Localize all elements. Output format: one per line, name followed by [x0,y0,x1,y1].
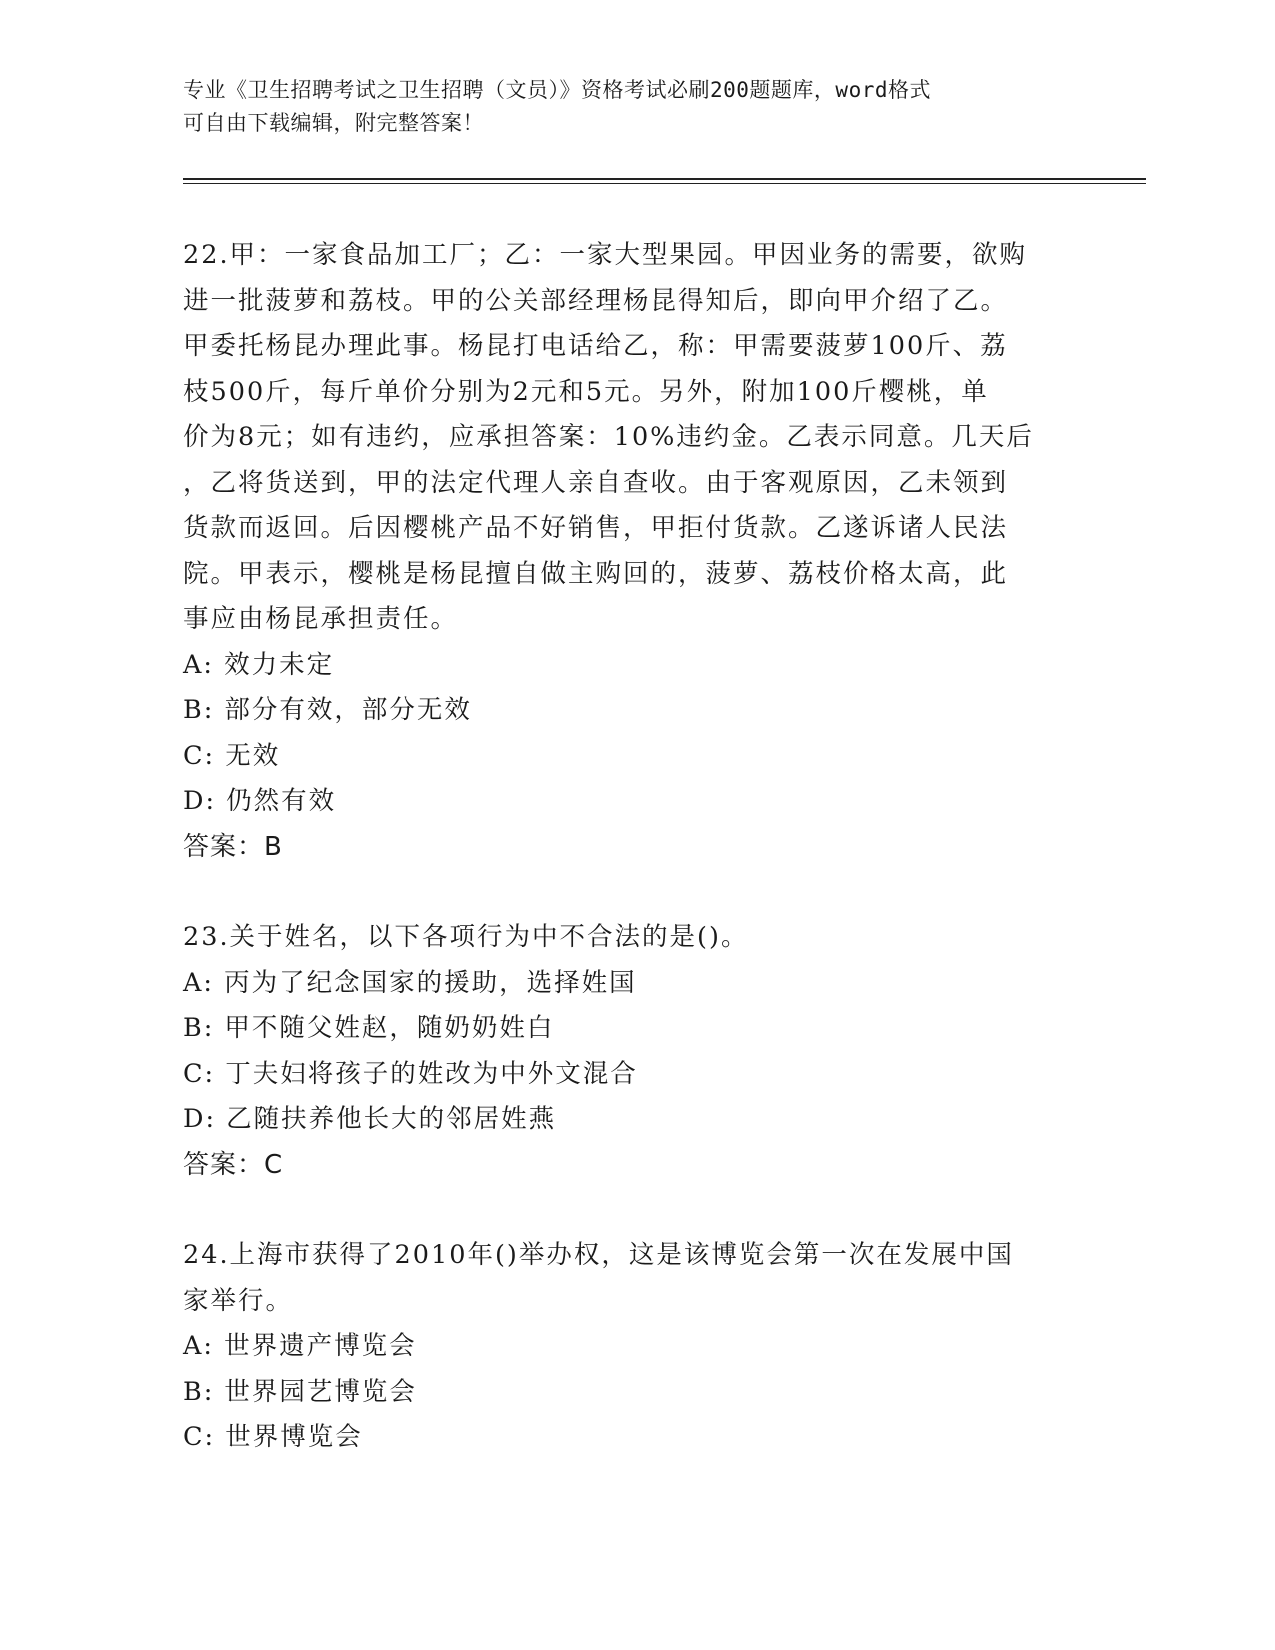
option-b: B: 部分有效，部分无效 [183,695,472,725]
header-line: 可自由下载编辑，附完整答案！ [183,111,484,135]
question-text-line: 家举行。 [183,1285,294,1316]
question-text-line: 院。甲表示，樱桃是杨昆擅自做主购回的，菠萝、荔枝价格太高，此 [183,558,1009,589]
question-text-line: ，乙将货送到，甲的法定代理人亲自查收。由于客观原因，乙未领到 [183,467,1009,498]
option-b: B: 甲不随父姓赵，随奶奶姓白 [183,1013,555,1043]
option-b: B: 世界园艺博览会 [183,1376,417,1407]
option-a: A: 丙为了纪念国家的援助，选择姓国 [183,967,637,998]
answer-line: 答案：C [183,1149,284,1180]
header-divider-thin [183,183,1146,184]
option-c: C: 无效 [183,740,281,771]
question-text-line: 22.甲：一家食品加工厂；乙：一家大型果园。甲因业务的需要，欲购 [183,240,1028,270]
option-d: D: 仍然有效 [183,786,337,816]
answer-line: 答案：B [183,831,283,862]
header-divider [183,178,1146,180]
question-text-line: 事应由杨昆承担责任。 [183,604,459,634]
option-c: C: 世界博览会 [183,1422,363,1452]
question-text-line: 23.关于姓名，以下各项行为中不合法的是()。 [183,922,749,952]
option-d: D: 乙随扶养他长大的邻居姓燕 [183,1104,557,1134]
option-a: A: 世界遗产博览会 [183,1331,417,1361]
question-24 [183,1233,1083,1461]
question-23 [183,915,1083,1188]
option-c: C: 丁夫妇将孩子的姓改为中外文混合 [183,1058,638,1089]
question-22 [183,233,1083,870]
question-list [183,233,1083,1461]
question-text-line: 货款而返回。后因樱桃产品不好销售，甲拒付货款。乙遂诉诸人民法 [183,513,1009,543]
question-text-line: 24.上海市获得了2010年()举办权，这是该博览会第一次在发展中国 [183,1240,1014,1270]
document-header [183,74,1063,140]
header-line: 专业《卫生招聘考试之卫生招聘（文员）》资格考试必刷200题题库，word格式 [183,78,931,102]
option-a: A: 效力未定 [183,649,335,680]
question-text-line: 甲委托杨昆办理此事。杨昆打电话给乙，称：甲需要菠萝100斤、荔 [183,331,1008,361]
question-text-line: 枝500斤，每斤单价分别为2元和5元。另外，附加100斤樱桃，单 [183,376,989,407]
question-text-line: 进一批菠萝和荔枝。甲的公关部经理杨昆得知后，即向甲介绍了乙。 [183,285,1009,316]
question-text-line: 价为8元；如有违约，应承担答案：10%违约金。乙表示同意。几天后 [183,422,1034,452]
